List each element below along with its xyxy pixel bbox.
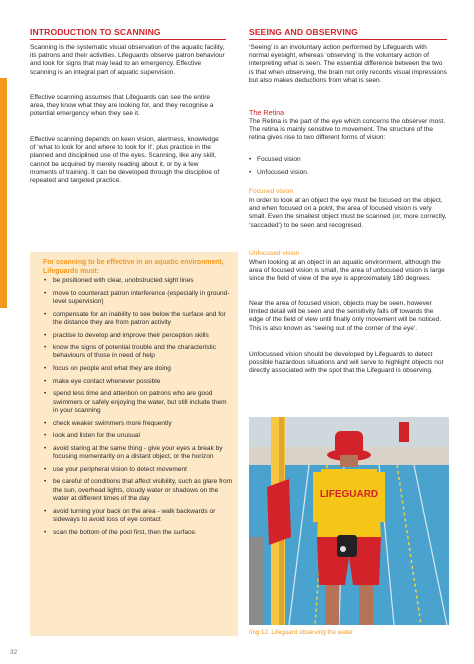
list-item: • make eye contact whenever possible — [43, 378, 233, 386]
list-item: • look and listen for the unusual — [43, 432, 233, 440]
intro-paragraph-2: Effective scanning assumes that Lifeguards can see the entire area, they know what they are looking for, and they recognise a potential emergency when they see it. — [30, 94, 214, 118]
scanning-tips-list — [43, 277, 233, 541]
seeing-heading-rule — [249, 39, 447, 40]
list-item: • focus on people and what they are doing — [43, 365, 233, 373]
intro-paragraph-3: Effective scanning depends on keen vision, alertness, knowledge of ‘what to look for and where to look for it’, plus practice in the planned and disciplined use of the eyes. Scanning, like any skill, cannot be acquired by merely reading about it, or by a few moments of training. It can be developed through the discipline of repeated and targeted practice. — [30, 136, 220, 185]
page-number: 32 — [10, 649, 18, 656]
shirt-lettering: LIFEGUARD — [319, 489, 379, 500]
list-item: • Unfocused vision. — [249, 169, 447, 177]
vision-types-list — [249, 156, 447, 177]
list-item: • use your peripheral vision to detect movement — [43, 466, 233, 474]
focused-vision-heading: Focused vision — [249, 188, 293, 195]
unfocused-paragraph-3: Unfocussed vision should be developed by Lifeguards to detect possible hazardous situations and will serve to highlight objects not directly associated with the spot that the Lifeguard is observing. — [249, 351, 444, 375]
retina-paragraph: The Retina is the part of the eye which concerns the observer most. The retina is mainly sensitive to movement. The structure of the retina gives rise to two different forms of vision: — [249, 118, 446, 142]
orange-edge-tab — [0, 78, 7, 308]
unfocused-vision-heading: Unfocused vision — [249, 250, 300, 257]
retina-heading: The Retina — [249, 108, 285, 117]
list-item: • practise to develop and improve their perception skills — [43, 332, 233, 340]
list-item: • Focused vision — [249, 156, 447, 164]
intro-heading-rule — [30, 39, 226, 40]
seeing-paragraph: ‘Seeing’ is an involuntary action performed by Lifeguards with normal eyesight, whereas ‘observing’ is the voluntary action of interpreting what is seen. The essential difference between the two is that when observing, the brain not only records visual impressions but also makes deductions from what is seen. — [249, 44, 447, 84]
scanning-tips-box — [30, 252, 238, 636]
unfocused-paragraph-1: When looking at an object in an aquatic environment, although the area of focused vision is small, the area of unfocused vision is large since the field of view of the eye is approximately 180 degrees. — [249, 259, 445, 283]
list-item: • move to counteract patron interference (especially in ground-level supervision) — [43, 290, 233, 307]
intro-heading: INTRODUCTION TO SCANNING — [30, 27, 161, 37]
focused-vision-paragraph: In order to look at an object the eye must be focused on the object, and when focused on a point, the area of focused vision is very small. Even the smallest object must be scanned (or, more correctly, ‘saccaded’) to be seen and recognised. — [249, 197, 447, 229]
photo-caption: Img 12. Lifeguard observing the water — [249, 629, 353, 636]
list-item: • know the signs of potential trouble and the characteristic behaviours of those in need of help — [43, 344, 233, 361]
list-item: • be positioned with clear, unobstructed sight lines — [43, 277, 233, 285]
list-item: • compensate for an inability to see below the surface and for the distance they are from patron activity — [43, 311, 233, 328]
lifeguard-photo — [249, 417, 449, 625]
list-item: • avoid turning your back on the area - walk backwards or sideways to avoid loss of eye contact — [43, 508, 233, 525]
list-item: • avoid staring at the same thing - give your eyes a break by focusing momentarily on a distant object, or the horizon — [43, 445, 233, 462]
list-item: • be careful of conditions that affect visibility, such as glare from the sun, overhead lights, cloudy water or shadows on the water at different times of the day — [43, 478, 233, 503]
unfocused-paragraph-2: Near the area of focused vision, objects may be seen, however limited detail will be seen and the sensitivity falls off towards the edge of the field of view until finally only movement will be noticed. This is also known as ‘seeing out of the corner of the eye’. — [249, 300, 442, 332]
list-item: • spend less time and attention on patrons who are good swimmers or safely enjoying the water, but still include them in your scanning — [43, 390, 233, 415]
scanning-tips-heading: For scanning to be effective in an aquatic environment, Lifeguards must: — [43, 259, 224, 275]
list-item: • scan the bottom of the pool first, then the surface. — [43, 529, 233, 537]
list-item: • check weaker swimmers more frequently — [43, 420, 233, 428]
seeing-heading: SEEING AND OBSERVING — [249, 27, 358, 37]
intro-paragraph-1: Scanning is the systematic visual observation of the aquatic facility, its patrons and their activities. Lifeguards observe patron behaviour and look for signs that may lead to an emergency. Effective scanning is an integral part of aquatic supervision. — [30, 44, 225, 76]
